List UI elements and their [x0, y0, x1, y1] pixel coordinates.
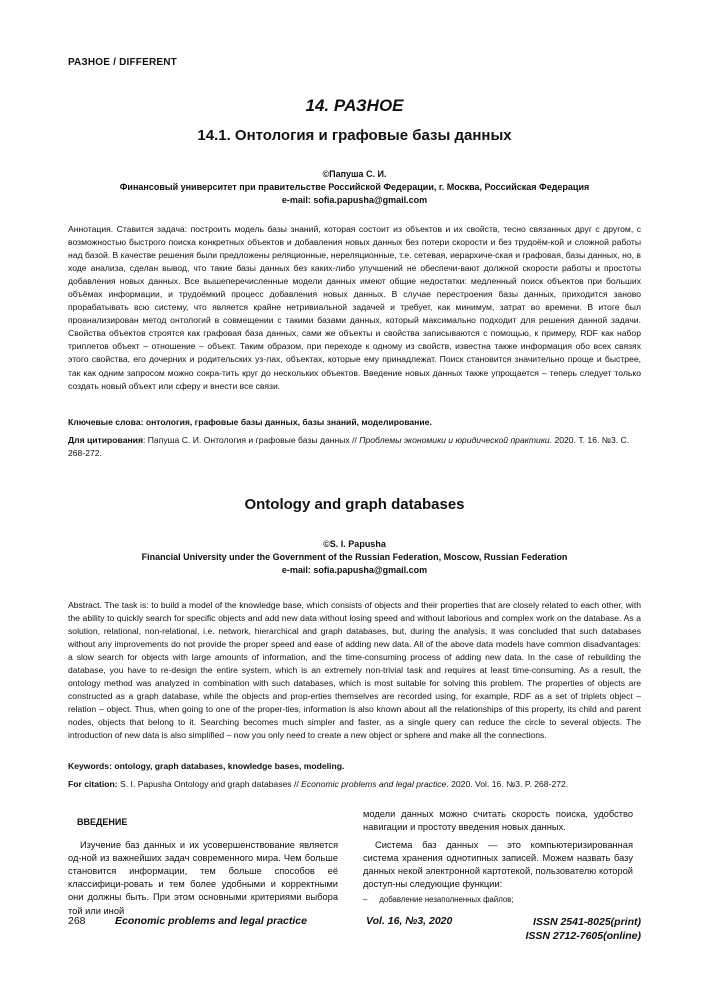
citation-en [68, 778, 641, 791]
citation-tail-en: . 2020. Vol. 16. №3. P. 268-272. [446, 779, 569, 789]
page-number: 268 [68, 915, 86, 927]
abstract-ru: Аннотация. Ставится задача: построить модель базы знаний, которая состоит из объектов и их свойств, тесно связанных друг с другом, с возможностью быстрого поиска конкретных объектов и добавления новых данных без потери скорости и без трудоём-кой и сложной работы над базой. В качестве решения были предложены реляционные, нереляционные, т.е. сетевая, иерархиче-ская и графовая, базы данных, но, в ходе анализа, сделан вывод, что такие базы данных без каких-либо улучшений не обеспечи-вают должной скорости работы и простоты добавления новых данных. Все вышеперечисленные модели данных имеют общие недостатки: медленный поиск объектов при больших объёмах информации, и трудоёмкий процесс добавления новых данных. В случае перестроения базы данных, приходится заново прорабатывать всю систему, что является крайне нетривиальной задачей и требует, как минимум, затрат во времени. В итоге был проанализирован метод онтологий в совмещении с такими базами данных, который максимально подходит для решения данной задачи. Свойства объектов строятся как графовая база данных, сами же объекты и свойства записываются с помощью, к примеру, RDF как набор триплетов объект – отношение – объект. Таким образом, при переходе к одному из свойств, известна также информация обо всех связях этого свойства, его дочерних и родительских уз-лах, объектах, которые ему принадлежат. Поиск становится значительно проще и быстрее, так как одним запросом можно сокра-тить круг до нескольких объектов. Введение новых данных также упрощается – теперь следует только создать новый объект или сферу и внести все связи. [68, 224, 641, 391]
citation-journal-ru: Проблемы экономики и юридической практики [359, 435, 550, 445]
body-column-left [68, 808, 338, 918]
issn-online: ISSN 2712-7605(online) [525, 930, 641, 942]
citation-journal-en: Economic problems and legal practice [301, 779, 447, 789]
author-en: ©S. I. Papusha [323, 539, 386, 549]
author-ru: ©Папуша С. И. [322, 169, 387, 179]
affiliation-en: Financial University under the Government of the Russian Federation, Moscow, Russian Federation [141, 552, 568, 562]
bullet-text: добавление незаполненных файлов; [379, 894, 514, 904]
article-title-en: Ontology and graph databases [244, 496, 465, 513]
abstract-en: Abstract. The task is: to build a model of the knowledge base, which consists of objects and their properties that are closely related to each other, with the ability to quickly search for specific objects and add new data without losing speed and without laborious and complex work on the database. As a solution, relational, non-relational, i.e. network, hierarchical and graph databases, but, during the analysis, it was concluded that such databases without any improvements do not provide the proper speed and ease of adding new data. All of the above data models have common disadvantages: a slow search for objects with large amounts of information, and the time-consuming process of adding new data. In the case of rebuilding the database, you have to re-design the entire system, which is an extremely non-trivial task and requires at least time-consuming. As a result, the ontology method was analyzed in combination with such databases, which is most suitable for solving this problem. The properties of objects are constructed as a graph database, while the objects and prop-erties themselves are recorded using, for example, RDF as a set of triplets object – relation – object. Thus, when going to one of the proper-ties, information is also known about all the relationships of this property, its child and parent nodes, objects that belong to it. Searching becomes much simpler and faster, as a single query can reduce the circle to several objects. The introduction of new data is also simplified – now you only need to create a new object or sphere and make all the connections. [68, 600, 641, 741]
bullet-mark: – [363, 894, 368, 904]
keywords-ru: Ключевые слова: онтология, графовые базы данных, базы знаний, моделирование. [68, 417, 432, 427]
citation-ru [68, 434, 641, 460]
issn-print: ISSN 2541-8025(print) [533, 916, 641, 928]
citation-text-ru: : Папуша С. И. Онтология и графовые базы данных // [142, 435, 360, 445]
section-heading: ВВЕДЕНИЕ [77, 817, 128, 827]
citation-tail-ru: . 2020. Т. 16. №3. С. 268-272. [68, 435, 630, 458]
author-block-ru [0, 168, 709, 207]
keywords-en: Keywords: ontology, graph databases, knowledge bases, modeling. [68, 761, 345, 771]
body-paragraph: Система баз данных — это компьютеризированная система хранения однотипных записей. Можем назвать базу данных некой электронной картотекой, пользователю которой доступ-ны следующие функции: [363, 840, 633, 890]
author-block-en [0, 538, 709, 577]
body-paragraph: модели данных можно считать скорость поиска, удобство навигации и простоту введения новых данных. [363, 809, 633, 833]
body-paragraph: Изучение баз данных и их усовершенствование является од-ной из важнейших задач современного мира. Чем больше становится информации, тем больше способов её классифици-ровать и тем более удобными и корректными они должны быть. При этом основными критериями выбора той или иной [68, 840, 338, 916]
citation-label-en: For citation: [68, 779, 118, 789]
footer-volume: Vol. 16, №3, 2020 [366, 915, 453, 927]
article-title-ru: 14.1. Онтология и графовые базы данных [197, 127, 512, 144]
email-ru: e-mail: sofia.papusha@gmail.com [281, 195, 428, 205]
citation-label-ru: Для цитирования [68, 435, 143, 445]
chapter-title: 14. РАЗНОЕ [305, 96, 404, 115]
list-item [363, 893, 633, 906]
email-en: e-mail: sofia.papusha@gmail.com [281, 565, 428, 575]
affiliation-ru: Финансовый университет при правительстве Российской Федерации, г. Москва, Российская Федерация [119, 182, 590, 192]
footer-journal: Economic problems and legal practice [115, 915, 307, 927]
section-tag: РАЗНОЕ / DIFFERENT [68, 57, 177, 68]
body-column-right [363, 808, 633, 906]
footer-issn [525, 915, 641, 943]
citation-text-en: S. I. Papusha Ontology and graph databases // [117, 779, 302, 789]
